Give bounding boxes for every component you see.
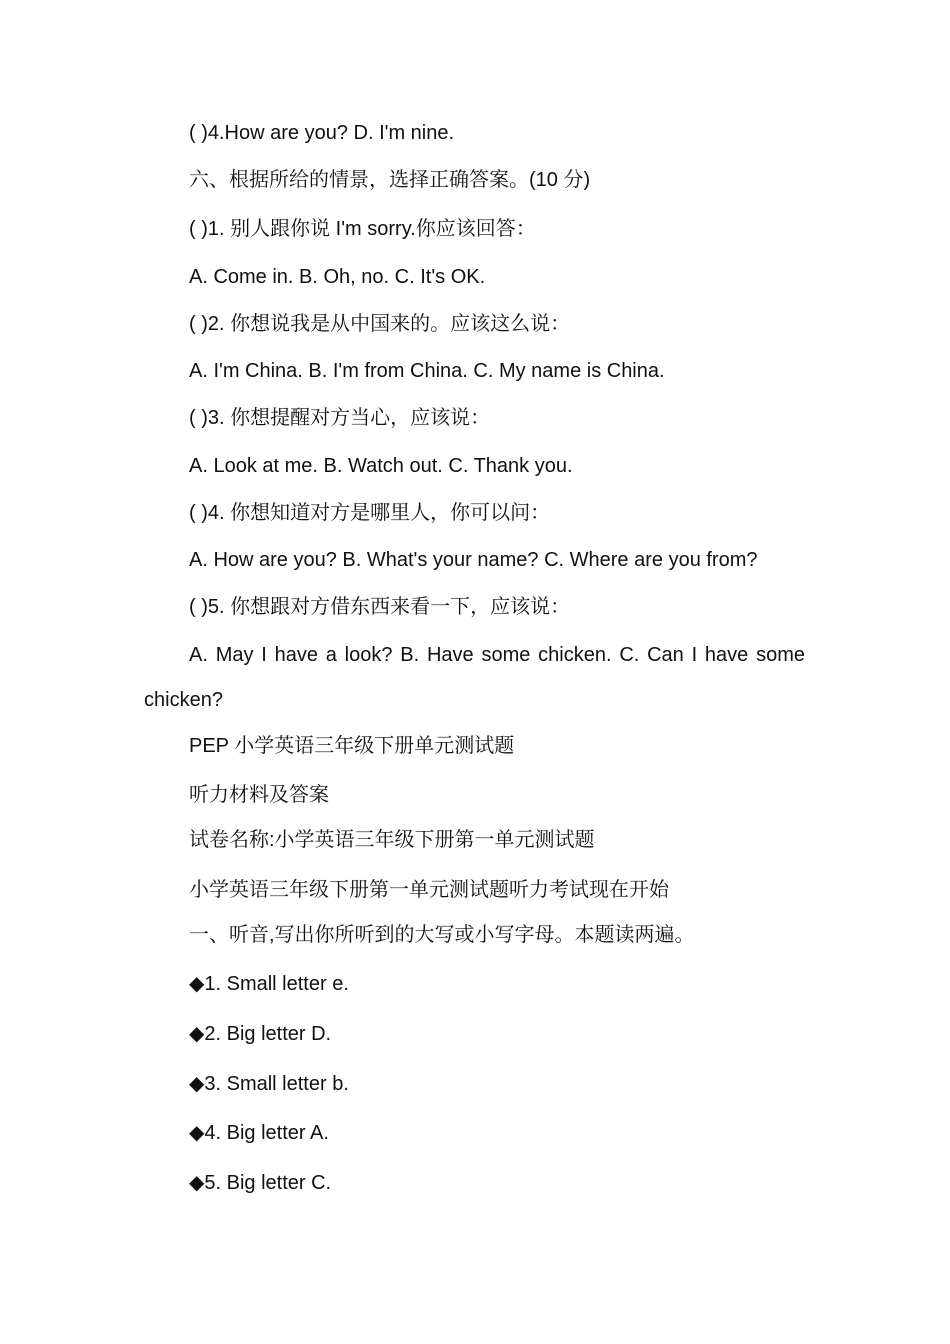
listening-materials-heading: 听力材料及答案: [189, 784, 329, 806]
question-4: ( )4. 你想知道对方是哪里人，你可以问：: [189, 502, 551, 524]
section-one-heading: 一、听音,写出你所听到的大写或小写字母。本题读两遍。: [189, 924, 695, 946]
section-six-heading: 六、根据所给的情景，选择正确答案。(10 分): [189, 169, 591, 191]
question-2: ( )2. 你想说我是从中国来的。应该这么说：: [189, 313, 571, 335]
listening-item-5: ◆5. Big letter C.: [189, 1172, 332, 1194]
listening-item-3: ◆3. Small letter b.: [189, 1073, 349, 1095]
listening-item-2: ◆2. Big letter D.: [189, 1023, 332, 1045]
question-4-options: A. How are you? B. What's your name? C. Where are you from?: [189, 549, 758, 571]
listening-item-1: ◆1. Small letter e.: [189, 973, 349, 995]
listening-item-4: ◆4. Big letter A.: [189, 1122, 329, 1144]
test-title: PEP 小学英语三年级下册单元测试题: [189, 735, 515, 757]
text-line-prev-question-4: ( )4.How are you? D. I'm nine.: [189, 122, 455, 144]
paper-name: 试卷名称:小学英语三年级下册第一单元测试题: [189, 829, 595, 851]
question-5: ( )5. 你想跟对方借东西来看一下，应该说：: [189, 596, 571, 618]
question-3: ( )3. 你想提醒对方当心，应该说：: [189, 407, 491, 429]
question-1: ( )1. 别人跟你说 I'm sorry.你应该回答：: [189, 218, 536, 240]
question-3-options: A. Look at me. B. Watch out. C. Thank you.: [189, 455, 573, 477]
listening-start-text: 小学英语三年级下册第一单元测试题听力考试现在开始: [189, 879, 669, 901]
question-5-options-continued: chicken?: [144, 689, 223, 711]
question-1-options: A. Come in. B. Oh, no. C. It's OK.: [189, 266, 486, 288]
question-2-options: A. I'm China. B. I'm from China. C. My name is China.: [189, 360, 665, 382]
question-5-options: A. May I have a look? B. Have some chicken. C. Can I have some: [189, 644, 805, 666]
